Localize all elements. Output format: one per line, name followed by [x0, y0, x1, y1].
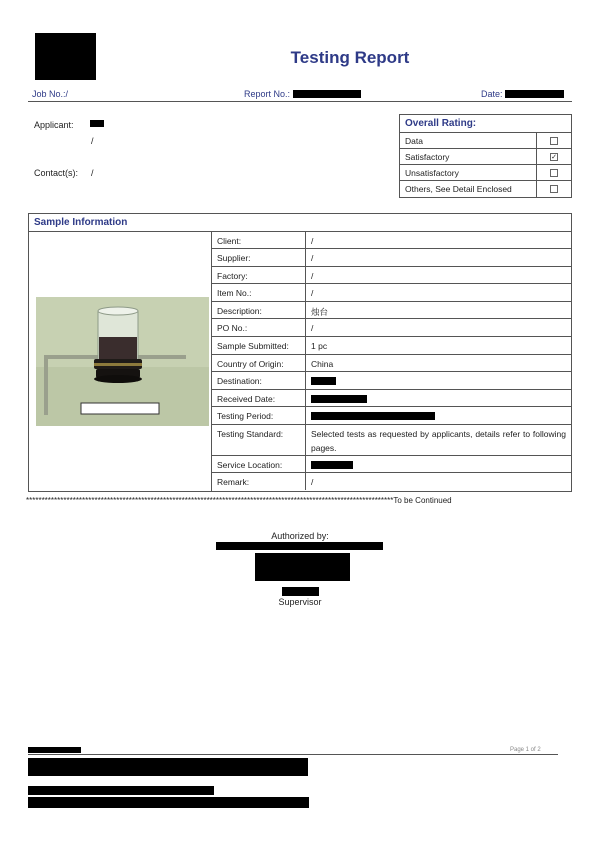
destination-value — [306, 372, 571, 389]
table-row — [212, 456, 571, 473]
sample-submitted-value: 1 pc — [311, 341, 328, 351]
table-row — [212, 473, 571, 490]
received-date-label: Received Date: — [212, 390, 306, 406]
page-number: Page 1 of 2 — [510, 747, 541, 753]
job-no-label: Job No.:/ — [32, 89, 69, 99]
remark-label: Remark: — [212, 473, 306, 490]
footer-divider — [28, 754, 558, 755]
testing-period-redaction — [311, 412, 435, 420]
authorized-by-label: Authorized by: — [271, 531, 329, 541]
contact-label: Contact(s): — [34, 168, 79, 178]
destination-label: Destination: — [212, 372, 306, 389]
page-title: Testing Report — [290, 48, 410, 67]
overall-rating-box — [399, 114, 572, 198]
received-date-redaction — [311, 395, 367, 403]
table-row — [212, 355, 571, 372]
client-label: Client: — [212, 232, 306, 248]
country-of-origin-value: China — [311, 359, 334, 369]
table-row — [212, 407, 571, 425]
table-row — [212, 267, 571, 284]
testing-period-value — [306, 407, 571, 424]
item-no-value: / — [311, 288, 314, 298]
sample-information-title: Sample Information — [29, 214, 571, 232]
testing-standard-label: Testing Standard: — [212, 425, 306, 455]
table-row — [212, 337, 571, 355]
received-date-value — [306, 390, 571, 406]
sample-photo-cell — [29, 232, 212, 491]
table-row — [212, 302, 571, 319]
po-no-label: PO No.: — [212, 319, 306, 336]
item-no-label: Item No.: — [212, 284, 306, 301]
description-value: 烛台 — [311, 307, 329, 317]
report-no-redaction — [293, 90, 361, 98]
signer-name-redaction — [282, 587, 319, 596]
supervisor-label: Supervisor — [278, 597, 322, 607]
client-value: / — [311, 236, 314, 246]
supplier-value: / — [311, 253, 314, 263]
table-row — [212, 425, 571, 456]
table-row — [212, 284, 571, 302]
checkbox-icon[interactable] — [550, 169, 558, 177]
rating-row-others — [400, 181, 571, 197]
company-logo — [35, 33, 96, 80]
factory-label: Factory: — [212, 267, 306, 283]
report-no-label: Report No.: — [244, 89, 291, 99]
rating-option-label: Data — [400, 133, 537, 148]
applicant-redaction — [90, 120, 104, 127]
remark-value: / — [311, 477, 314, 487]
table-row — [212, 372, 571, 390]
overall-rating-title: Overall Rating: — [400, 115, 571, 133]
destination-redaction — [311, 377, 336, 385]
checked-checkbox-icon[interactable]: ✓ — [551, 153, 557, 161]
country-of-origin-label: Country of Origin: — [212, 355, 306, 371]
checkbox-icon[interactable] — [550, 137, 558, 145]
checkbox-icon[interactable] — [550, 185, 558, 193]
signature-redaction — [255, 553, 350, 581]
table-row — [212, 232, 571, 249]
rating-option-label: Others, See Detail Enclosed — [400, 181, 537, 197]
service-location-label: Service Location: — [212, 456, 306, 472]
applicant-label: Applicant: — [34, 120, 74, 130]
company-name-redaction — [216, 542, 383, 550]
rating-option-label: Satisfactory — [400, 149, 537, 164]
service-location-redaction — [311, 461, 353, 469]
rating-row-satisfactory — [400, 149, 571, 165]
testing-standard-value: Selected tests as requested by applicants, details refer to following pages. — [311, 429, 566, 453]
sample-photo — [36, 297, 209, 426]
rating-row-unsatisfactory — [400, 165, 571, 181]
table-row — [212, 390, 571, 407]
date-label: Date: — [481, 89, 503, 99]
rating-option-label: Unsatisfactory — [400, 165, 537, 180]
sample-submitted-label: Sample Submitted: — [212, 337, 306, 354]
description-label: Description: — [212, 302, 306, 318]
footer-text-redaction-2 — [28, 786, 214, 795]
service-location-value — [306, 456, 571, 472]
factory-value: / — [311, 271, 314, 281]
continued-line: **********************************************************************************************************************To be Continued — [26, 496, 452, 505]
testing-period-label: Testing Period: — [212, 407, 306, 424]
applicant-slash: / — [91, 136, 94, 146]
footer-code-redaction — [28, 747, 81, 753]
footer-text-redaction-1 — [28, 758, 308, 776]
sample-information-section — [28, 213, 572, 492]
table-row — [212, 249, 571, 267]
supplier-label: Supplier: — [212, 249, 306, 266]
sample-info-table — [212, 232, 571, 490]
contact-value: / — [91, 168, 94, 178]
rating-row-data — [400, 133, 571, 149]
po-no-value: / — [311, 323, 314, 333]
candle-holder-image — [36, 297, 209, 426]
header-divider — [28, 101, 572, 102]
footer-text-redaction-3 — [28, 797, 309, 808]
table-row — [212, 319, 571, 337]
date-redaction — [505, 90, 564, 98]
